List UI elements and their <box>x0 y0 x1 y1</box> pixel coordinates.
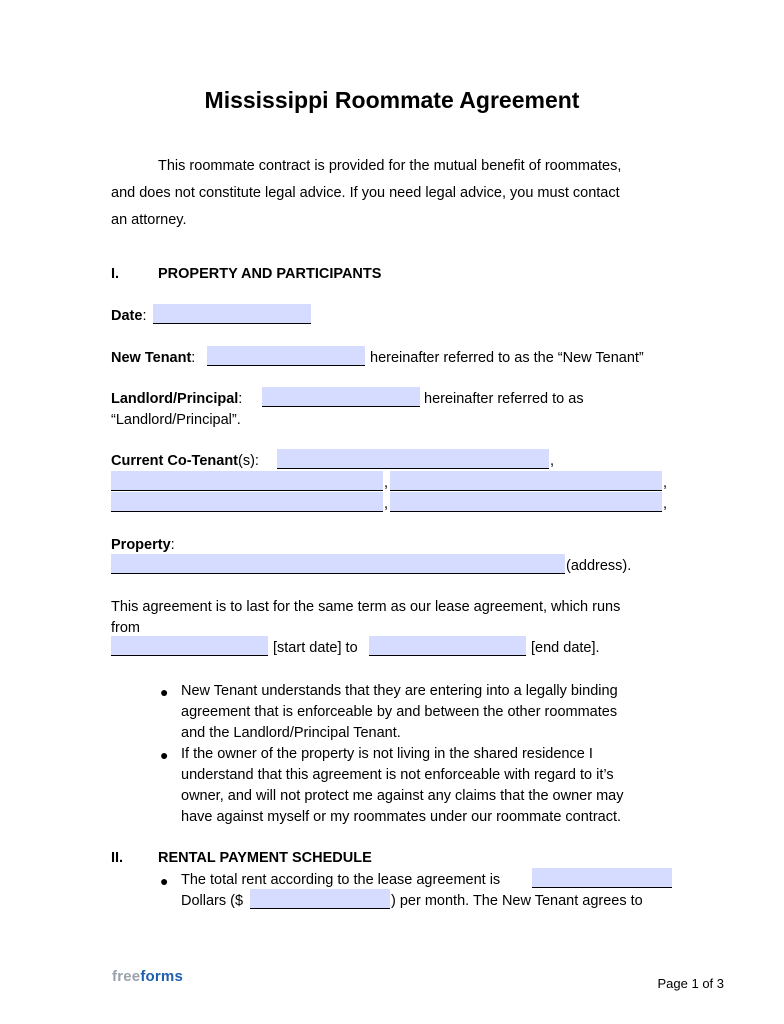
property-label: Property <box>111 537 171 553</box>
landlord-label: Landlord/Principal <box>111 391 239 407</box>
cotenant-field-1[interactable] <box>277 449 549 469</box>
new-tenant-row <box>111 348 195 369</box>
cotenant-comma-3: , <box>663 475 668 491</box>
bullet-1-line-1: New Tenant understands that they are entering into a legally binding <box>181 683 618 699</box>
new-tenant-label: New Tenant <box>111 350 192 366</box>
total-rent-field[interactable] <box>532 868 672 888</box>
end-date-field[interactable] <box>369 636 526 656</box>
bullet-2-line-4: have against myself or my roommates under our roommate contract. <box>181 809 622 825</box>
cotenant-comma-5: , <box>663 496 668 512</box>
bullet-1-line-3: and the Landlord/Principal Tenant. <box>181 725 401 741</box>
property-colon: : <box>170 537 175 553</box>
cotenant-row <box>111 451 259 472</box>
date-label: Date <box>111 308 143 324</box>
new-tenant-colon: : <box>191 350 196 366</box>
freeforms-logo <box>112 968 183 985</box>
landlord-colon: : <box>238 391 243 407</box>
bullet-1-line-2: agreement that is enforceable by and between the other roommates <box>181 704 618 720</box>
date-field[interactable] <box>153 304 311 324</box>
section-1-heading: PROPERTY AND PARTICIPANTS <box>158 266 382 282</box>
date-row <box>111 306 146 327</box>
bullet-2-line-1: If the owner of the property is not living in the shared residence I <box>181 746 593 762</box>
start-date-label: [start date] to <box>273 640 358 656</box>
term-line-2: from <box>111 620 140 636</box>
bullet-2-line-2: understand that this agreement is not enforceable with regard to it’s <box>181 767 614 783</box>
logo-forms: forms <box>140 968 184 985</box>
intro-line-3: an attorney. <box>111 212 187 228</box>
bullet-icon: ● <box>160 873 169 889</box>
section-2-heading: RENTAL PAYMENT SCHEDULE <box>158 850 372 866</box>
landlord-row <box>111 389 242 410</box>
cotenant-label: Current Co-Tenant <box>111 453 239 469</box>
start-date-field[interactable] <box>111 636 268 656</box>
dollars-prefix: Dollars ($ <box>181 893 244 909</box>
end-date-label: [end date]. <box>531 640 600 656</box>
logo-free: free <box>112 968 141 985</box>
property-row <box>111 535 175 556</box>
bullet-icon: ● <box>160 747 169 763</box>
bullet-icon: ● <box>160 684 169 700</box>
section-1-number: I. <box>111 266 120 282</box>
cotenant-field-2[interactable] <box>111 471 383 491</box>
term-line-1: This agreement is to last for the same term as our lease agreement, which runs <box>111 599 621 615</box>
landlord-field[interactable] <box>262 387 420 407</box>
cotenant-comma-4: , <box>384 496 389 512</box>
new-tenant-suffix: hereinafter referred to as the “New Tenant” <box>370 350 644 366</box>
dollars-suffix: ) per month. The New Tenant agrees to <box>391 893 643 909</box>
rent-line-1: The total rent according to the lease agreement is <box>181 872 501 888</box>
cotenant-comma-1: , <box>550 453 555 469</box>
document-title: Mississippi Roommate Agreement <box>204 87 580 113</box>
cotenant-comma-2: , <box>384 475 389 491</box>
intro-line-2: and does not constitute legal advice. If you need legal advice, you must contact <box>111 185 620 201</box>
landlord-line-2: “Landlord/Principal”. <box>111 412 241 428</box>
address-suffix: (address). <box>566 558 632 574</box>
new-tenant-field[interactable] <box>207 346 365 366</box>
page-number: Page 1 of 3 <box>657 976 724 991</box>
cotenant-field-5[interactable] <box>390 492 662 512</box>
property-address-field[interactable] <box>111 554 565 574</box>
bullet-2-line-3: owner, and will not protect me against any claims that the owner may <box>181 788 624 804</box>
section-2-number: II. <box>111 850 124 866</box>
landlord-suffix: hereinafter referred to as <box>424 391 584 407</box>
cotenant-field-4[interactable] <box>111 492 383 512</box>
intro-line-1: This roommate contract is provided for the mutual benefit of roommates, <box>158 158 622 174</box>
monthly-rent-field[interactable] <box>250 889 390 909</box>
date-colon: : <box>142 308 147 324</box>
cotenant-field-3[interactable] <box>390 471 662 491</box>
cotenant-suffix: (s): <box>238 453 259 469</box>
